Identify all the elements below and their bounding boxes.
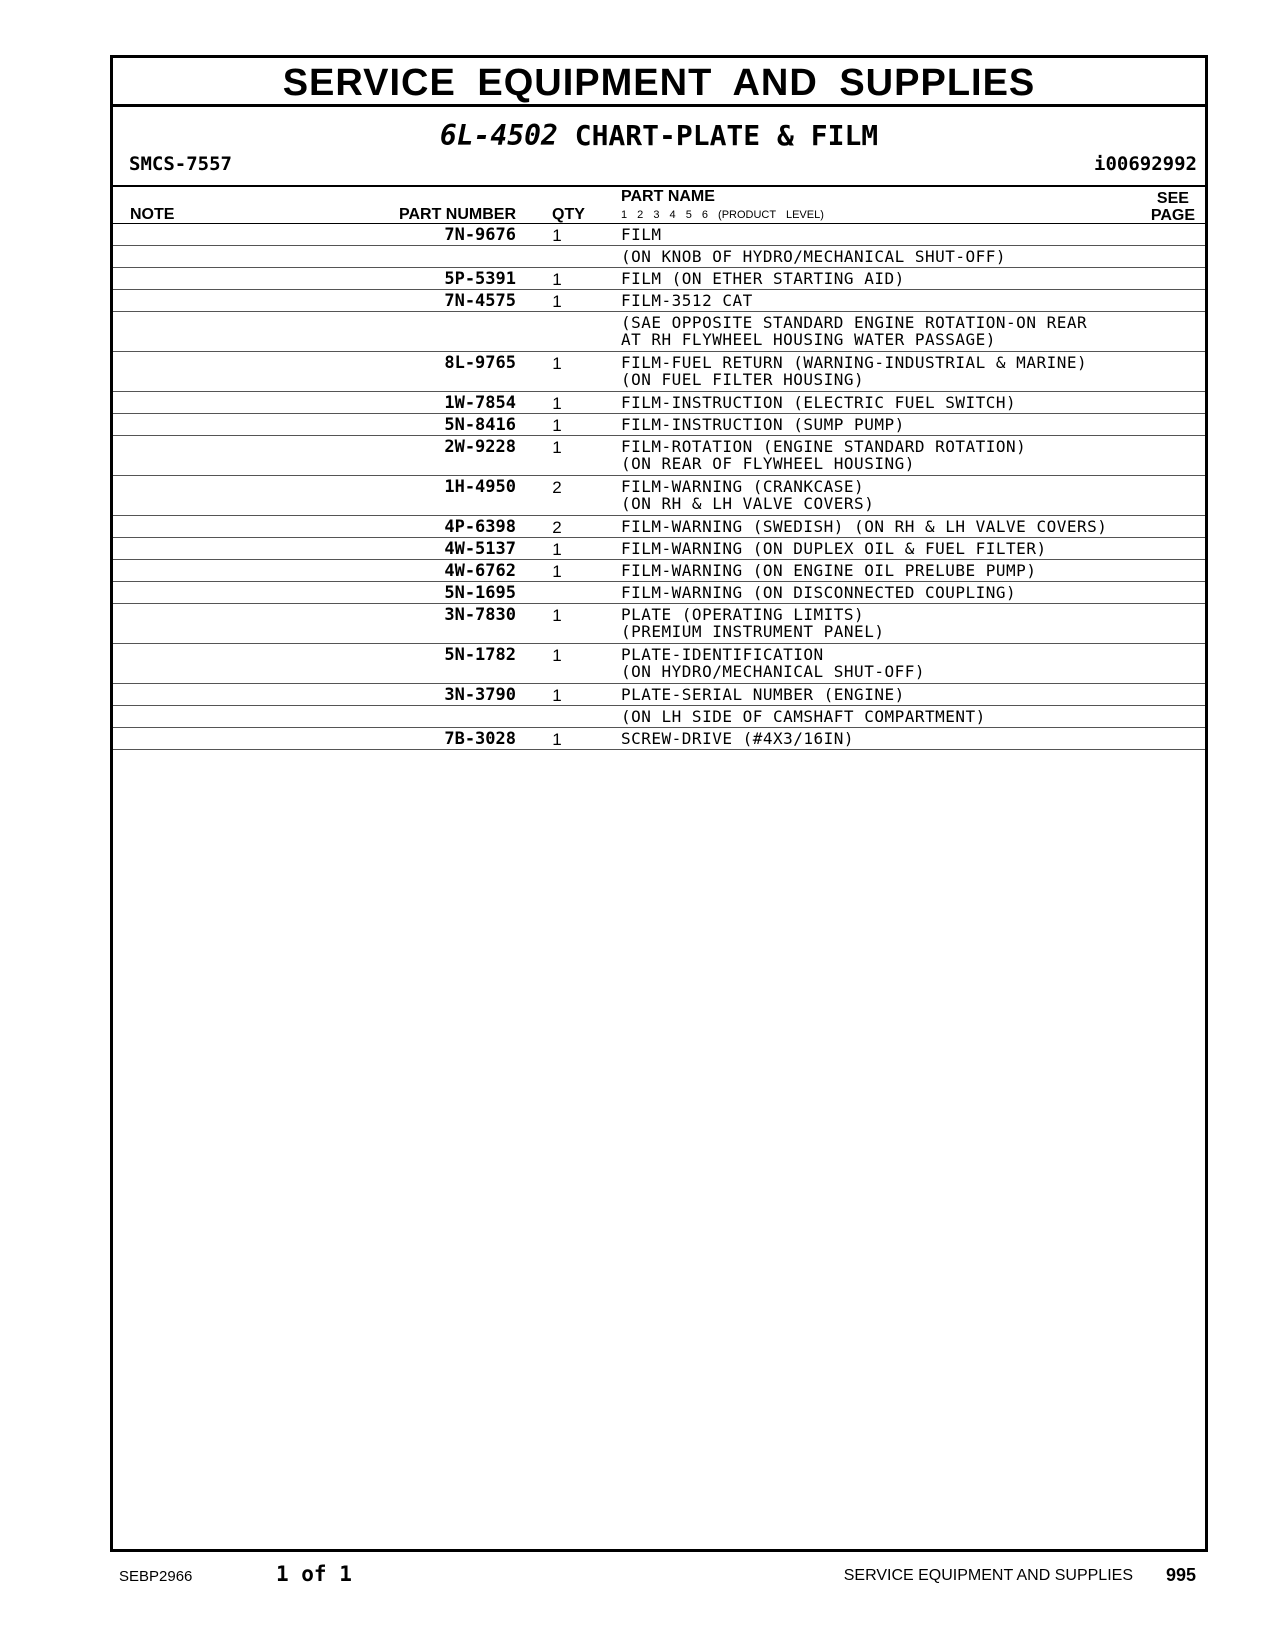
qty-cell: 1 bbox=[552, 646, 562, 665]
qty-cell: 1 bbox=[552, 540, 562, 559]
qty-cell: 1 bbox=[552, 270, 562, 289]
footer-section-title: SERVICE EQUIPMENT AND SUPPLIES bbox=[843, 1567, 1133, 1584]
title-band bbox=[113, 58, 1205, 107]
part-number-cell: 3N-7830 bbox=[444, 605, 516, 625]
table-row bbox=[113, 476, 1205, 516]
table-row bbox=[113, 560, 1205, 582]
qty-cell: 1 bbox=[552, 354, 562, 373]
part-number-cell: 3N-3790 bbox=[444, 685, 516, 705]
table-row bbox=[113, 604, 1205, 644]
part-name-cell: FILM-ROTATION (ENGINE STANDARD ROTATION) (ON REAR OF FLYWHEEL HOUSING) bbox=[621, 437, 1027, 473]
table-row bbox=[113, 392, 1205, 414]
footer-page-number: 995 bbox=[1165, 1565, 1196, 1585]
qty-cell: 1 bbox=[552, 606, 562, 625]
meta-row bbox=[113, 153, 1205, 187]
table-row bbox=[113, 290, 1205, 312]
part-number-cell: 5N-8416 bbox=[444, 415, 516, 435]
group-part-title: CHART-PLATE & FILM bbox=[574, 119, 879, 152]
part-name-cell: FILM (ON ETHER STARTING AID) bbox=[621, 269, 905, 288]
footer bbox=[0, 1552, 1275, 1592]
part-name-cell: FILM-FUEL RETURN (WARNING-INDUSTRIAL & MARINE) (ON FUEL FILTER HOUSING) bbox=[621, 353, 1088, 389]
part-number-cell: 5N-1695 bbox=[444, 583, 516, 603]
part-name-cell: FILM-INSTRUCTION (SUMP PUMP) bbox=[621, 415, 905, 434]
part-number-cell: 5P-5391 bbox=[444, 269, 516, 289]
qty-cell: 1 bbox=[552, 730, 562, 749]
part-number-cell: 7N-9676 bbox=[444, 225, 516, 245]
part-name-cell: PLATE-IDENTIFICATION (ON HYDRO/MECHANICAL SHUT-OFF) bbox=[621, 645, 925, 681]
part-name-cell: FILM bbox=[621, 225, 662, 244]
part-number-cell: 7N-4575 bbox=[444, 291, 516, 311]
part-number-cell: 5N-1782 bbox=[444, 645, 516, 665]
qty-cell: 1 bbox=[552, 226, 562, 245]
part-name-cell: FILM-INSTRUCTION (ELECTRIC FUEL SWITCH) bbox=[621, 393, 1017, 412]
part-name-cell: PLATE (OPERATING LIMITS) (PREMIUM INSTRUMENT PANEL) bbox=[621, 605, 885, 641]
part-name-cell: FILM-WARNING (ON DUPLEX OIL & FUEL FILTER) bbox=[621, 539, 1047, 558]
page-frame bbox=[110, 55, 1208, 1552]
part-number-cell: 8L-9765 bbox=[444, 353, 516, 373]
part-number-cell: 7B-3028 bbox=[444, 729, 516, 749]
table-row bbox=[113, 684, 1205, 706]
table-row bbox=[113, 728, 1205, 750]
qty-cell: 1 bbox=[552, 292, 562, 311]
part-number-cell: 4W-6762 bbox=[444, 561, 516, 581]
table-row bbox=[113, 414, 1205, 436]
qty-cell: 2 bbox=[552, 478, 562, 497]
footer-doc-number: SEBP2966 bbox=[119, 1568, 193, 1585]
part-name-cell: (ON LH SIDE OF CAMSHAFT COMPARTMENT) bbox=[621, 707, 986, 726]
col-see-page bbox=[1151, 190, 1195, 224]
part-name-cell: FILM-WARNING (SWEDISH) (ON RH & LH VALVE COVERS) bbox=[621, 517, 1108, 536]
part-name-cell: PLATE-SERIAL NUMBER (ENGINE) bbox=[621, 685, 905, 704]
part-name-cell: FILM-WARNING (CRANKCASE) (ON RH & LH VALVE COVERS) bbox=[621, 477, 875, 513]
qty-cell: 1 bbox=[552, 562, 562, 581]
col-part-name: PART NAME bbox=[621, 188, 715, 205]
part-number-cell: 1H-4950 bbox=[444, 477, 516, 497]
qty-cell: 1 bbox=[552, 416, 562, 435]
table-row bbox=[113, 268, 1205, 290]
table-row bbox=[113, 706, 1205, 728]
group-part-number: 6L-4502 bbox=[439, 119, 558, 152]
part-number-cell: 4P-6398 bbox=[444, 517, 516, 537]
table-row bbox=[113, 246, 1205, 268]
col-part-number: PART NUMBER bbox=[398, 206, 516, 223]
qty-cell: 1 bbox=[552, 686, 562, 705]
page-title: SERVICE EQUIPMENT AND SUPPLIES bbox=[282, 62, 1036, 104]
smcs-code: SMCS-7557 bbox=[129, 153, 232, 175]
part-name-cell: FILM-3512 CAT bbox=[621, 291, 753, 310]
col-qty: QTY bbox=[552, 206, 585, 223]
qty-cell: 2 bbox=[552, 518, 562, 537]
col-note: NOTE bbox=[130, 206, 175, 223]
ident-code: i00692992 bbox=[1094, 153, 1197, 175]
part-name-cell: FILM-WARNING (ON ENGINE OIL PRELUBE PUMP) bbox=[621, 561, 1037, 580]
qty-cell: 1 bbox=[552, 394, 562, 413]
table-row bbox=[113, 312, 1205, 352]
table-row bbox=[113, 516, 1205, 538]
part-name-cell: FILM-WARNING (ON DISCONNECTED COUPLING) bbox=[621, 583, 1017, 602]
part-number-cell: 4W-5137 bbox=[444, 539, 516, 559]
col-product-level: 1 2 3 4 5 6 (PRODUCT LEVEL) bbox=[621, 209, 824, 221]
column-header bbox=[113, 187, 1205, 224]
part-name-cell: (SAE OPPOSITE STANDARD ENGINE ROTATION-ON REAR AT RH FLYWHEEL HOUSING WATER PASSAGE) bbox=[621, 313, 1088, 349]
part-name-cell: (ON KNOB OF HYDRO/MECHANICAL SHUT-OFF) bbox=[621, 247, 1007, 266]
table-row bbox=[113, 538, 1205, 560]
part-heading bbox=[113, 119, 1205, 153]
footer-page-of: 1 of 1 bbox=[276, 1562, 352, 1586]
table-row bbox=[113, 436, 1205, 476]
table-row bbox=[113, 582, 1205, 604]
col-see: SEE bbox=[1156, 190, 1189, 207]
table-row bbox=[113, 224, 1205, 246]
part-name-cell: SCREW-DRIVE (#4X3/16IN) bbox=[621, 729, 855, 748]
table-row bbox=[113, 352, 1205, 392]
qty-cell: 1 bbox=[552, 438, 562, 457]
parts-table bbox=[113, 224, 1205, 750]
col-page: PAGE bbox=[1150, 207, 1195, 224]
part-number-cell: 1W-7854 bbox=[444, 393, 516, 413]
part-number-cell: 2W-9228 bbox=[444, 437, 516, 457]
table-row bbox=[113, 644, 1205, 684]
